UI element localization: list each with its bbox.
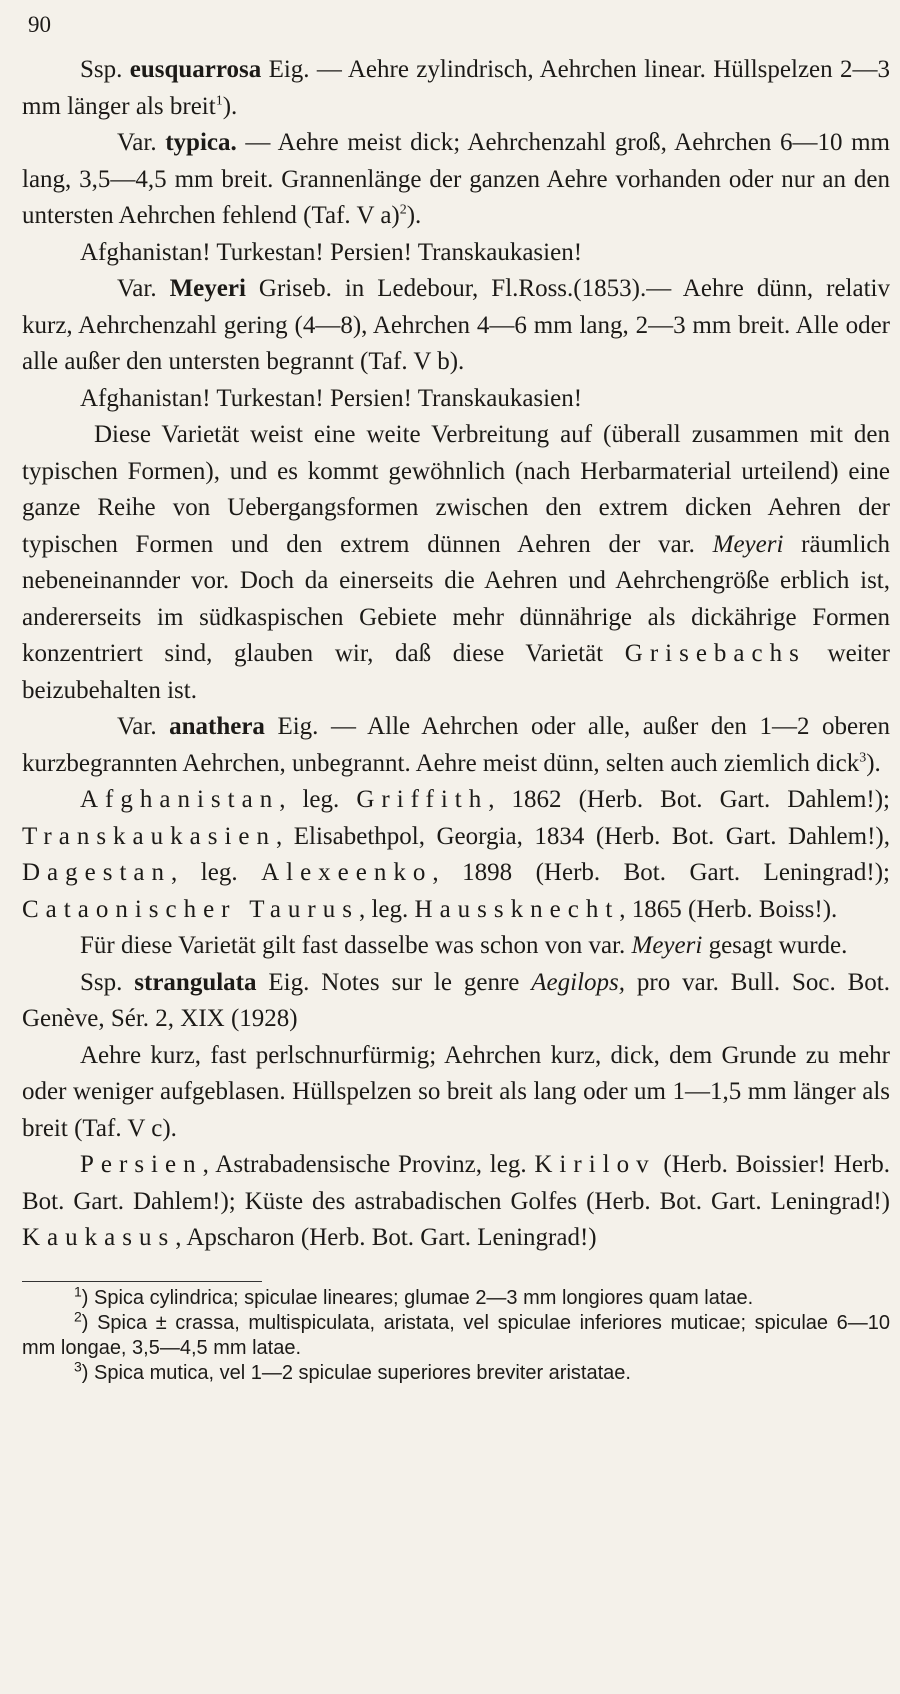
taxon-name: anathera: [169, 713, 265, 740]
t: Eig. Notes sur le genre: [256, 968, 532, 996]
t: Griseb. in Ledebour, Fl.Ross.(1853).— Aehre dünn, relativ kurz, Aehrchenzahl gering (4—8), Aehrchen 4—6 mm lang, 2—3 mm breit. Alle oder alle außer den untersten begrannt (Taf. V b).: [22, 275, 890, 375]
t: Var.: [117, 129, 166, 156]
t: — Aehre meist dick; Aehrchenzahl groß, Aehrchen 6—10 mm lang, 3,5—4,5 mm breit. Grannenlänge der ganzen Aehre vorhanden oder nur an den untersten Aehrchen fehlend (Taf. V a): [22, 129, 890, 229]
place: Dagestan: [22, 859, 172, 886]
t: ).: [406, 202, 422, 229]
page-number: 90: [28, 12, 51, 37]
t: weiter beizubehalten ist.: [22, 640, 890, 704]
footnote-ref: 2: [399, 202, 407, 218]
t: pro var. Bull. Soc. Bot. Genève, Sér. 2, XIX (1928): [22, 968, 890, 1032]
footnote-ref: 3: [859, 750, 867, 766]
footnote-2: [22, 1307, 890, 1361]
place: Persien: [80, 1151, 203, 1178]
taxon-name: typica.: [165, 129, 237, 156]
var-meyeri: [22, 271, 890, 381]
t: Var.: [117, 713, 170, 740]
t: Eig. — Aehre zylindrisch, Aehrchen linear. Hüllspelzen 2—3 mm länger als breit: [22, 56, 890, 120]
t: gesagt wurde.: [702, 932, 848, 959]
t: , 1898 (Herb. Bot. Gart. Leningrad!);: [432, 859, 890, 886]
var-typica: [22, 125, 890, 235]
collector: Alexeenko: [261, 859, 433, 886]
ssp-eusquarrosa: [22, 52, 890, 125]
t: , leg.: [171, 859, 262, 886]
genus-name: Aegilops,: [531, 968, 625, 996]
t: ) Spica ± crassa, multispiculata, aristata, vel spiculae inferiores muticae; spiculae 6—10 mm longae, 3,5—4,5 mm latae.: [22, 1311, 890, 1359]
var-anathera: [22, 709, 890, 782]
note-anathera: [22, 928, 890, 965]
localities-2: Afghanistan! Turkestan! Persien! Transkaukasien!: [80, 384, 583, 412]
t: , leg.: [279, 786, 357, 813]
footnotes: [22, 1282, 890, 1386]
t: , leg.: [358, 895, 415, 923]
t: ).: [222, 92, 238, 120]
place: Kaukasus: [22, 1224, 176, 1251]
t: , 1862 (Herb. Bot. Gart. Dahlem!);: [488, 786, 891, 813]
t: Ssp.: [80, 56, 130, 83]
footnote-mark: 3: [74, 1357, 82, 1374]
taxon-name: eusquarrosa: [129, 56, 262, 83]
main-text: [22, 52, 890, 1257]
author-name: Grisebachs: [624, 640, 806, 667]
footnote-mark: 1: [74, 1282, 82, 1299]
t: Diese Varietät weist eine weite Verbreitung auf (überall zusammen mit den typischen Formen), und es kommt gewöhnlich (nach Herbarmaterial urteilend) eine ganze Reihe von Uebergangsformen zwischen den extrem dicken Aehren der typischen Formen und den extrem dünnen Aehren der var.: [22, 421, 890, 558]
collector: Haussknecht: [414, 895, 620, 923]
place: Cataonischer Taurus: [22, 895, 359, 923]
t: (Herb. Boissier! Herb. Bot. Gart. Dahlem!); Küste des astrabadischen Golfes (Herb. Bot. Gart. Leningrad!): [22, 1151, 890, 1215]
t: , Elisabethpol, Georgia, 1834 (Herb. Bot. Gart. Dahlem!),: [276, 822, 890, 850]
taxon-name: Meyeri: [712, 530, 784, 558]
footnote-3: [22, 1357, 890, 1386]
footnote-divider: [22, 1281, 262, 1282]
t: Var.: [117, 275, 170, 302]
discussion: [22, 417, 890, 709]
t: ).: [866, 749, 881, 777]
footnote-ref: 1: [215, 93, 223, 109]
ssp-strangulata: [22, 965, 890, 1038]
t: , 1865 (Herb. Boiss!).: [619, 895, 838, 923]
t: Für diese Varietät gilt fast dasselbe was schon von var.: [80, 932, 632, 959]
description-strangulata: Aehre kurz, fast perlschnurfürmig; Aehrchen kurz, dick, dem Grunde zu mehr oder weniger aufgeblasen. Hüllspelzen so breit als lang oder um 1—1,5 mm länger als breit (Taf. V c).: [22, 1041, 890, 1142]
footnote-1: [22, 1282, 890, 1311]
taxon-name: Meyeri: [169, 275, 246, 302]
t: ) Spica cylindrica; spiculae lineares; glumae 2—3 mm longiores quam latae.: [81, 1286, 754, 1309]
t: , Apscharon (Herb. Bot. Gart. Leningrad!): [175, 1224, 597, 1251]
taxon-name: Meyeri: [631, 932, 703, 959]
t: ) Spica mutica, vel 1—2 spiculae superiores breviter aristatae.: [81, 1361, 631, 1384]
localities-1: Afghanistan! Turkestan! Persien! Transkaukasien!: [80, 238, 583, 266]
collector: Kirilov: [534, 1151, 656, 1178]
t: Ssp.: [80, 968, 135, 996]
taxon-name: strangulata: [134, 968, 257, 996]
specimens: [22, 782, 890, 928]
place: Afghanistan: [80, 786, 280, 813]
place: Transkaukasien: [22, 822, 277, 850]
footnote-mark: 2: [74, 1307, 82, 1324]
t: , Astrabadensische Provinz, leg.: [202, 1151, 535, 1178]
t: Eig. — Alle Aehrchen oder alle, außer den 1—2 oberen kurzbegrannten Aehrchen, unbegrannt. Aehre meist dünn, selten auch ziemlich dick: [22, 713, 890, 777]
t: räumlich nebeneinannder vor. Doch da einerseits die Aehren und Aehrchengröße erblich ist, andererseits im südkaspischen Gebiete mehr dünnährige als dickährige Formen konzentriert sind, glauben wir, daß diese Varietät: [22, 530, 891, 667]
collector: Griffith: [356, 786, 489, 813]
specimens-strangulata: [22, 1147, 890, 1257]
